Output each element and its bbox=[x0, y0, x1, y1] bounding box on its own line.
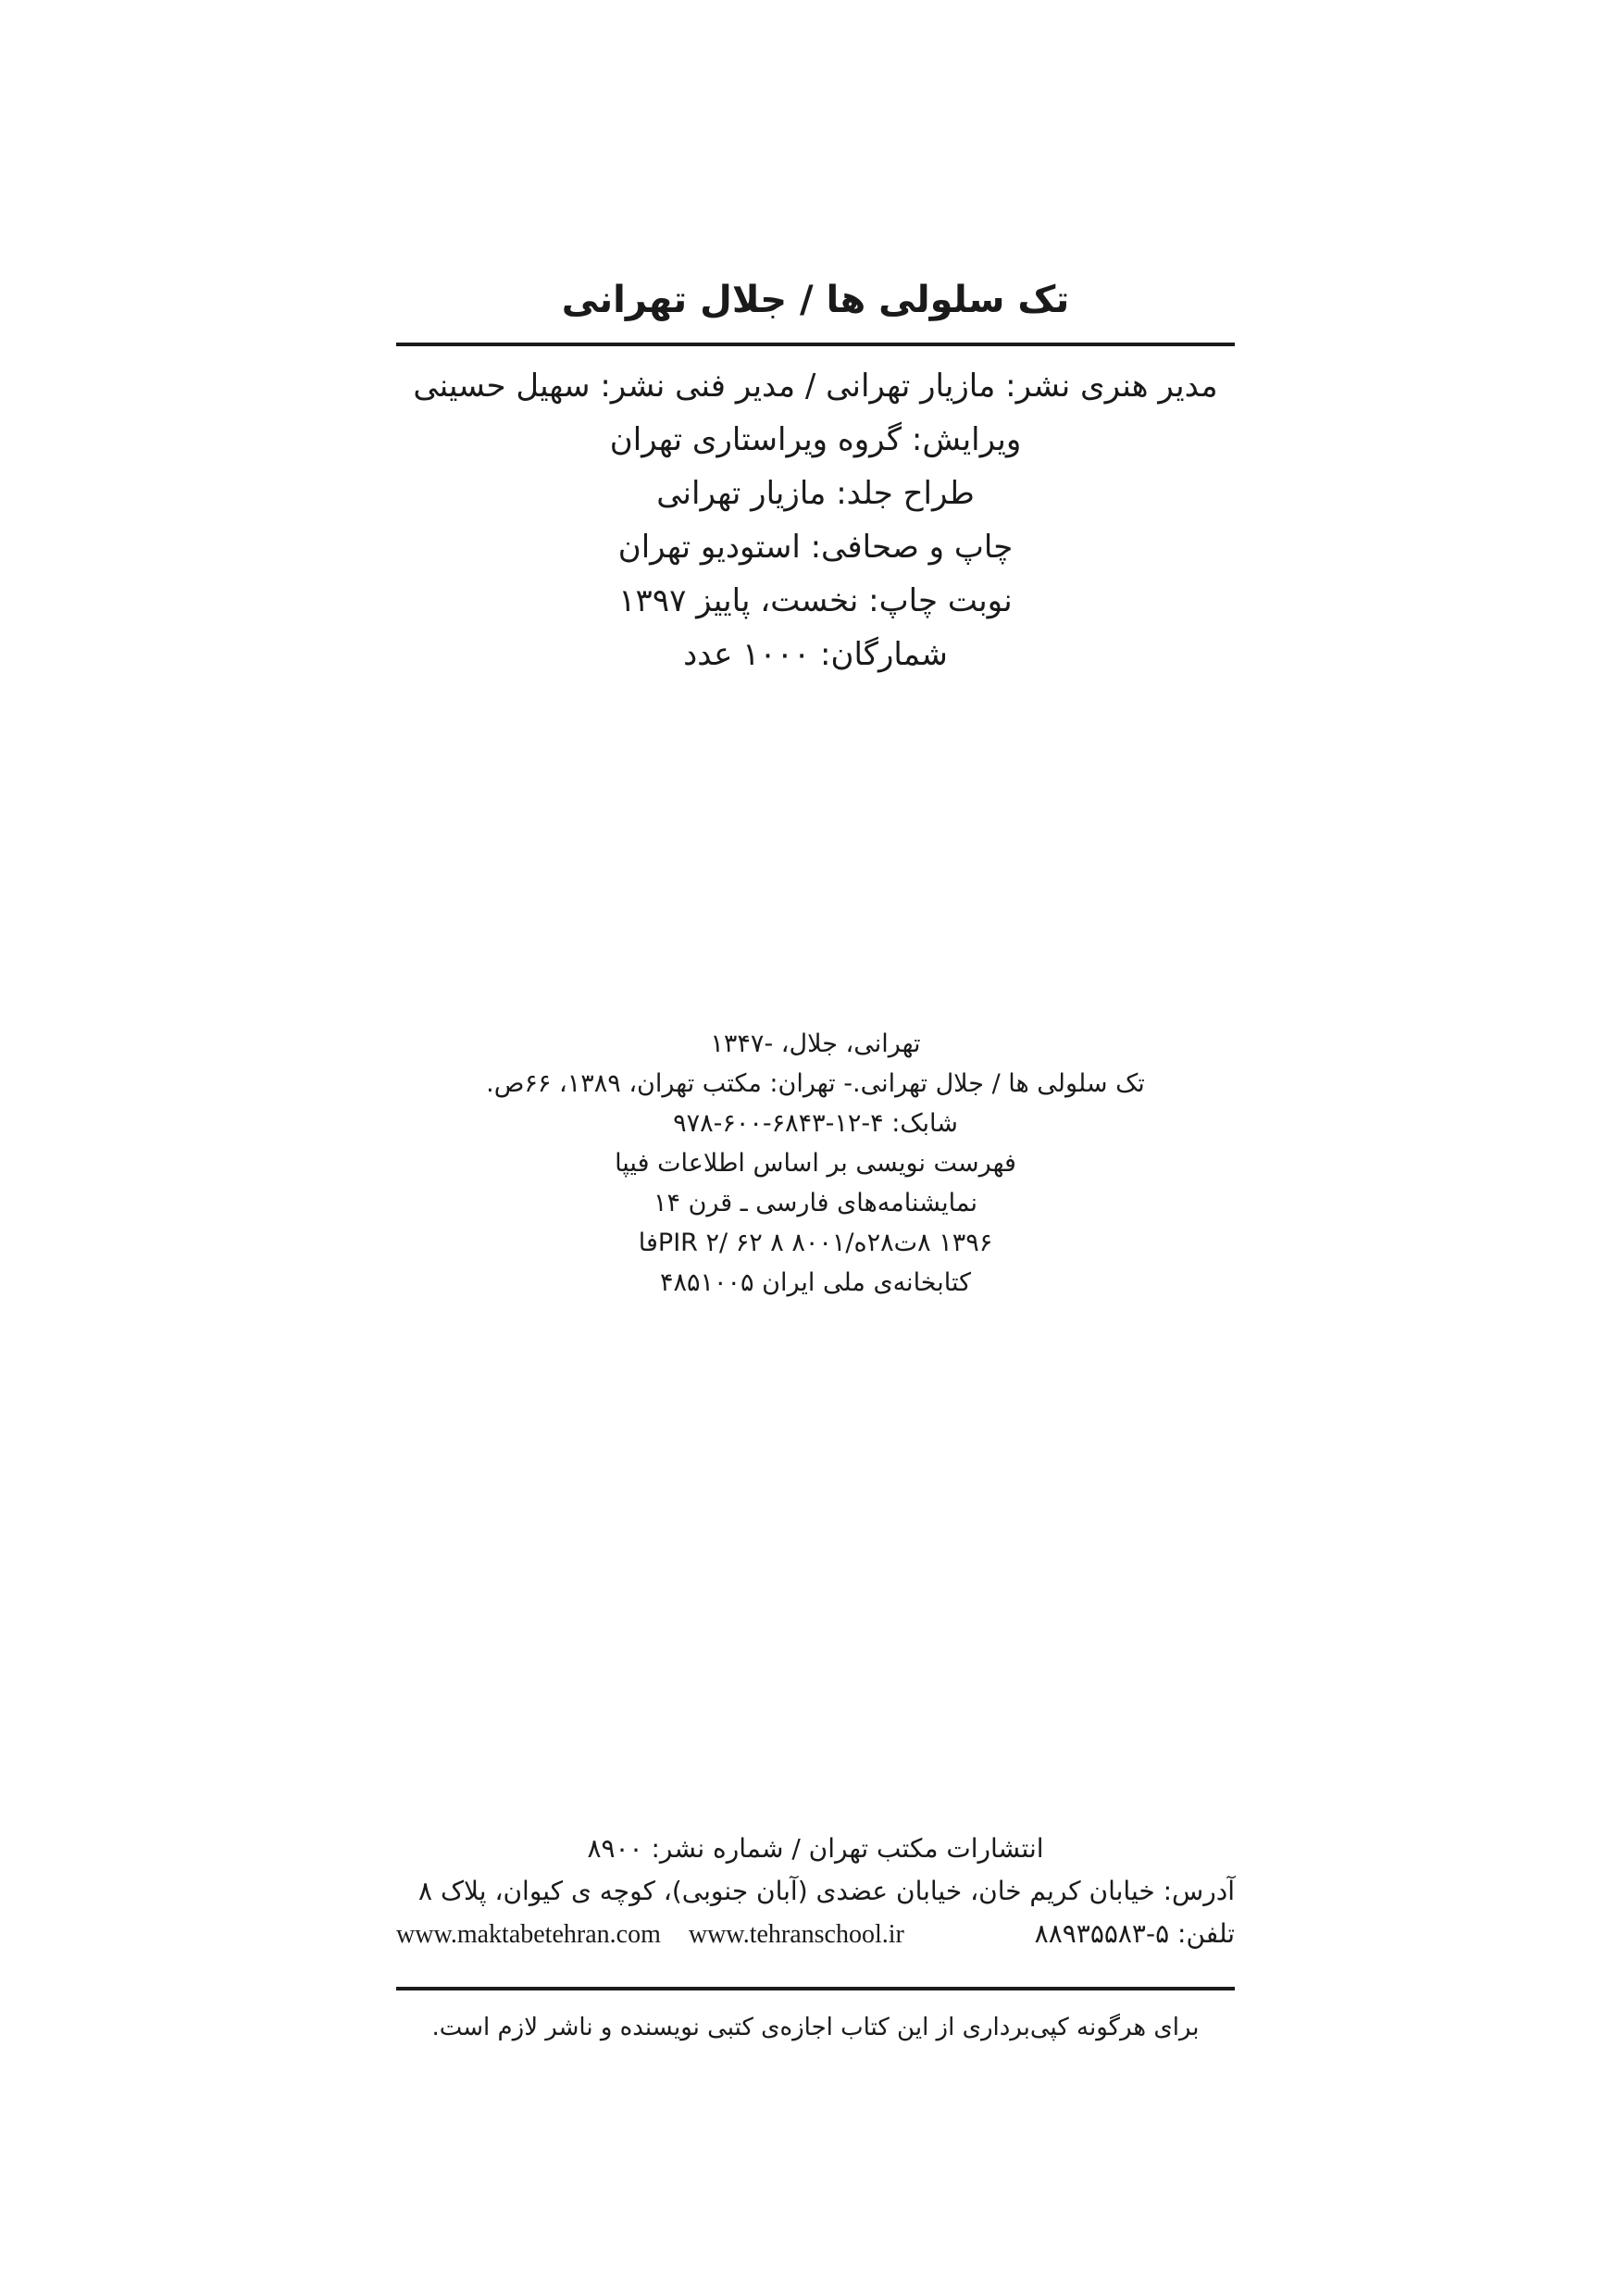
cip-isbn: شابک: ۴-۱۲-۶۸۴۳-۶۰۰-۹۷۸ bbox=[673, 1109, 958, 1138]
credit-editing: ویرایش: گروه ویراستاری تهران bbox=[609, 421, 1022, 458]
cip-classification: ۱۳۹۶ ۸ت۲۸ه/۸۰۰۱ PIR ۲/ ۶۲ ۸فا bbox=[638, 1229, 993, 1257]
credit-print-run: شمارگان: ۱۰۰۰ عدد bbox=[683, 636, 948, 673]
credits-block bbox=[396, 359, 1235, 681]
publisher-contact-row bbox=[396, 1913, 1235, 1956]
credit-edition: نوبت چاپ: نخست، پاییز ۱۳۹۷ bbox=[618, 582, 1013, 619]
publisher-address: آدرس: خیابان کریم خان، خیابان عضدی (آبان جنوبی)، کوچه ی کیوان، پلاک ۸ bbox=[418, 1876, 1235, 1906]
credit-art-director: مدیر هنری نشر: مازیار تهرانی / مدیر فنی نشر: سهیل حسینی bbox=[413, 368, 1218, 405]
publisher-websites bbox=[396, 1914, 904, 1956]
website-maktabetehran[interactable]: www.maktabetehran.com bbox=[396, 1920, 661, 1949]
publisher-block bbox=[396, 1828, 1235, 1956]
cip-fipa-note: فهرست نویسی بر اساس اطلاعات فیپا bbox=[615, 1149, 1016, 1178]
cip-title-publication: تک سلولی ها / جلال تهرانی.- تهران: مکتب تهران، ۱۳۸۹، ۶۶ص. bbox=[486, 1069, 1145, 1098]
bottom-divider bbox=[396, 1987, 1235, 1990]
book-title-author: تک سلولی ها / جلال تهرانی bbox=[561, 279, 1070, 321]
cataloging-block bbox=[396, 1024, 1235, 1303]
cip-subject: نمایشنامه‌های فارسی ـ قرن ۱۴ bbox=[653, 1189, 978, 1217]
publisher-phone: تلفن: ۵-۸۸۹۳۵۵۸۳ bbox=[1034, 1918, 1235, 1949]
copyright-notice: برای هرگونه کپی‌برداری از این کتاب اجازه‌ی کتبی نویسنده و ناشر لازم است. bbox=[431, 2014, 1200, 2041]
publisher-name-number: انتشارات مکتب تهران / شماره نشر: ۸۹۰۰ bbox=[587, 1833, 1044, 1864]
website-tehranschool[interactable]: www.tehranschool.ir bbox=[688, 1920, 904, 1949]
credit-cover-designer: طراح جلد: مازیار تهرانی bbox=[656, 475, 975, 512]
top-divider bbox=[396, 343, 1235, 346]
cip-national-library: کتابخانه‌ی ملی ایران ۴۸۵۱۰۰۵ bbox=[660, 1268, 971, 1297]
credit-printing: چاپ و صحافی: استودیو تهران bbox=[617, 529, 1014, 566]
cip-author: تهرانی، جلال، -۱۳۴۷ bbox=[710, 1029, 921, 1058]
